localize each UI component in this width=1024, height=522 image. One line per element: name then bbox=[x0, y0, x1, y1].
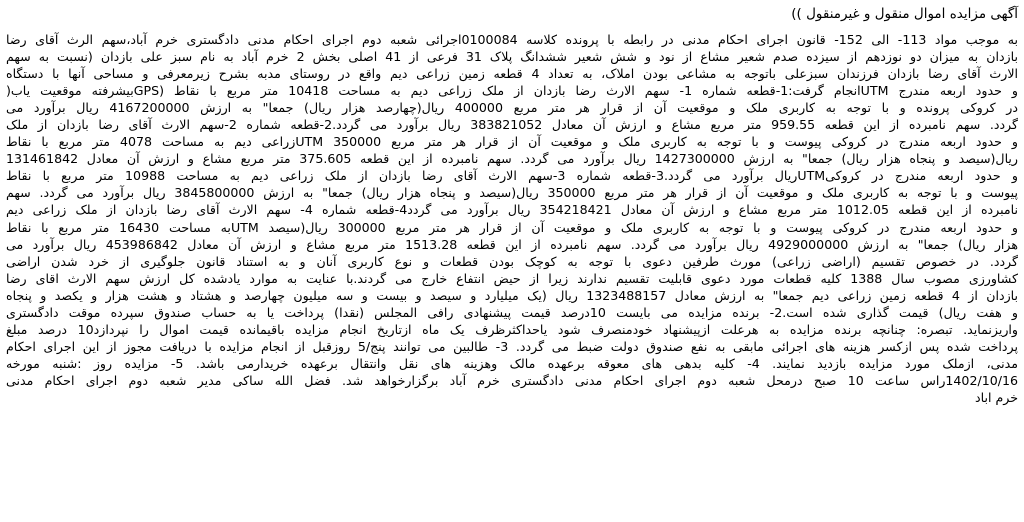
notice-line: پرداخت شده پس ازکسر هزینه های اجرائی مابقی به نفع صندوق دولت ضبط می گردد. 3- طالبین می توانند پنج/5 روزقبل از انجام مزایده با دریافت مجوز از این اجرای احکام bbox=[6, 338, 1018, 354]
notice-line: و حدود اربعه مندرج در کروکی پیوست و با توجه به کاربری ملک و موقعیت آن از قرار هر متر مربع 350000 UTMزراعی دیم به مساحت 4078 متر مربع با نقاط bbox=[6, 134, 1018, 150]
notice-line: کشاورزی مصوب سال 1388 کلیه قطعات مورد دعوی قابلیت تقسیم ندارند زیرا از حیض انتفاع خارج می گردند.با عنایت به موارد یادشده کل ارزش سهم الارث اقای رضا bbox=[6, 270, 1018, 286]
notice-title: آگهی مزایده اموال منقول و غیرمنقول )) bbox=[791, 6, 1018, 22]
notice-line: مدنی، ازملک مورد مزایده بازدید نمایند. 4- کلیه بدهی های معوقه برعهده مالک وهزینه های نقل وانتقال برعهده خریدارمی باشد. 5- مزایده روز :شنبه مورخه bbox=[6, 355, 1018, 371]
notice-line: و هفت ریال) قیمت گذاری شده است.2- برنده مزایده می بایست 10درصد قیمت پیشنهادی رافی المجلس (نقدا) پرداخت یا به حساب صندوق سپرده موقت دادگستری bbox=[6, 304, 1018, 320]
notice-line: گردد. در خصوص تقسیم (اراضی زراعی) مورث طرفین دعوی با توجه به کوچک بودن قطعات و نوع کاربری آنان و به استناد قانون جلوگیری از خرد شدن اراضی bbox=[6, 253, 1018, 269]
auction-notice bbox=[6, 4, 1018, 406]
notice-line: پیوست و با توجه به کاربری ملک و موقعیت آن از قرار هر متر مربع 350000 ریال(سیصد و پنجاه هزار ریال) جمعا" به ارزش 3845800000 ریال برآورد می گردد. سهم bbox=[6, 185, 1018, 201]
notice-line: و حدود اربعه مندرج در کروکی پیوست و با توجه به کاربری ملک و موقعیت آن از قرار هر متر مربع 300000 ریال(سیصد UTMبه مساحت 16430 متر مربع با نقاط bbox=[6, 219, 1018, 235]
notice-line: هزار ریال) جمعا" به ارزش 4929000000 ریال برآورد می گردد. سهم نامبرده از این قطعه 1513.28 متر مربع مشاع و ارزش آن معادل 453986842 ریال برآورد می bbox=[6, 236, 1018, 252]
notice-line: بازدان از 4 قطعه زمین زراعی دیم جمعا" به ارزش معادل 1323488157 ریال (یک میلیارد و سیصد و بیست و سه میلیون چهارصد و هشتاد و هشت هزار و یکصد و پنجاه bbox=[6, 287, 1018, 303]
notice-line: و حدود اربعه مندرج UTMانجام گرفت:1-قطعه شماره 1- سهم الارث رضا بازدان از ملک زراعی دیم به مساحت 10418 متر مربع با نقاط (GPSبیشرفته موقعیت یاب( bbox=[6, 83, 1018, 99]
notice-line: و حدود اربعه مندرج در کروکیUTMریال برآورد می گردد.3-قطعه شماره 3-سهم الارث آقای رضا بازدان از ملک زراعی دیم به مساحت 10988 متر مربع با نقاط bbox=[6, 168, 1018, 184]
notice-line: 1402/10/16راس ساعت 10 صبح درمحل شعبه دوم اجرای احکام مدنی دادگستری خرم آباد برگزارخواهد شد. فضل الله ساکی مدیر شعبه دوم اجرای احکام مدنی bbox=[6, 372, 1018, 388]
notice-line: بازدان به میزان دو نوزدهم از سیزده صدم شعیر مشاع از نود و شش شعیر ششدانگ پلاک 31 فرعی از 41 اصلی بخش 2 خرم آباد به نام سبز علی بازدان (نسبت به سهم bbox=[6, 49, 1018, 65]
notice-line: خرم اباد bbox=[975, 389, 1018, 405]
notice-line: در کروکی پرونده و با توجه به کاربری ملک و موقعیت آن از قرار هر متر مربع 400000 ریال(چهارصد هزار ریال) جمعا" به ارزش 4167200000 ریال برآورد می bbox=[6, 100, 1018, 116]
notice-line: الارث آقای رضا بازدان فرزندان سبزعلی باتوجه به مشاعی بودن املاک، به تعداد 4 قطعه زمین زراعی دیم واقع در روستای مدبه بشرح زیرمعرفی و مساحی آنها با دستگاه bbox=[6, 66, 1018, 82]
notice-line: گردد. سهم نامبرده از این قطعه 959.55 متر مربع مشاع و ارزش آن معادل 383821052 ریال برآورد می گردد.2-قطعه شماره 2-سهم الارث آقای رضا بازدان از ملک bbox=[6, 117, 1018, 133]
notice-line: واریزنماید. تبصره: چنانچه برنده مزایده به هرعلت ازپیشنهاد خودمنصرف شود یاحداکثرظرف یک ماه ازتاریخ انجام مزایده باقیمانده قیمت اموال را نپردازد10 درصد مبلغ bbox=[6, 321, 1018, 337]
notice-line: ریال(سیصد و پنجاه هزار ریال) جمعا" به ارزش 1427300000 ریال برآورد می گردد. سهم نامبرده از این قطعه 375.605 متر مربع مشاع و ارزش آن معادل 131461842 bbox=[6, 151, 1018, 167]
notice-line: به موجب مواد 113- الی 152- قانون اجرای احکام مدنی در رابطه با پرونده کلاسه 0100084اجرائی شعبه دوم اجرای احکام مدنی دادگستری خرم آباد،سهم الرث آقای رضا bbox=[6, 32, 1018, 47]
notice-line: نامبرده از این قطعه 1012.05 متر مربع مشاع و ارزش آن معادل 354218421 ریال برآورد می گردد4-قطعه شماره 4- سهم الارث آقای رضا بازدان از ملک زراعی دیم bbox=[6, 202, 1018, 218]
